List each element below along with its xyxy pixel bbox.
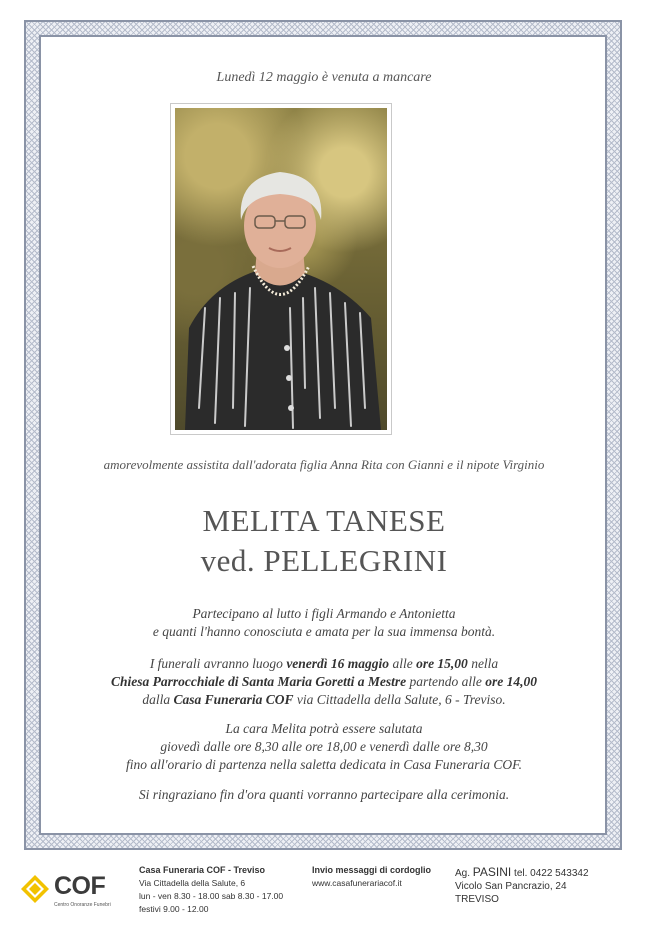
agency-name: PASINI — [472, 865, 512, 879]
funeral-home-holiday-hours: festivi 9.00 - 12.00 — [139, 904, 209, 914]
visitation-line-2: giovedì dalle ore 8,30 alle ore 18,00 e venerdì dalle ore 8,30 — [160, 739, 488, 754]
agency-address: Vicolo San Pancrazio, 24 — [455, 881, 567, 892]
funeral-home-info — [139, 864, 283, 916]
condolence-link[interactable]: www.casafunerariacof.it — [312, 878, 402, 888]
funeral-line-2 — [0, 673, 648, 691]
funeral-home-address: Via Cittadella della Salute, 6 — [139, 878, 246, 888]
visitation-line-1: La cara Melita potrà essere salutata — [225, 721, 423, 736]
agency-line — [455, 866, 589, 880]
logo-subtitle: Centro Onoranze Funebri — [54, 902, 111, 908]
funeral-date: venerdì 16 maggio — [286, 656, 390, 671]
funeral-home-hours: lun - ven 8.30 - 18.00 sab 8.30 - 17.00 — [139, 891, 284, 901]
mourners-paragraph — [0, 605, 648, 641]
portrait-illustration — [175, 108, 387, 430]
footer — [0, 858, 648, 933]
funeral-text: partendo alle — [406, 674, 486, 689]
funeral-home: Casa Funeraria COF — [173, 692, 294, 707]
funeral-text: alle — [389, 656, 417, 671]
condolence-info — [312, 864, 431, 890]
funeral-text: dalla — [142, 692, 174, 707]
thanks-text: Si ringraziano fin d'ora quanti vorranno partecipare alla cerimonia. — [138, 787, 510, 802]
assist-text: amorevolmente assistita dall'adorata figlia Anna Rita con Gianni e il nipote Virginio — [103, 457, 545, 472]
funeral-text: nella — [467, 656, 499, 671]
portrait-frame — [170, 103, 392, 435]
agency-phone: tel. 0422 543342 — [511, 868, 589, 879]
funeral-paragraph — [0, 655, 648, 709]
funeral-line-1 — [0, 655, 648, 673]
visitation-line-3: fino all'orario di partenza nella saletta dedicata in Casa Funeraria COF. — [125, 757, 522, 772]
deceased-married-name: ved. PELLEGRINI — [200, 543, 448, 578]
logo-wordmark: COF — [54, 872, 106, 900]
funeral-home-title: Casa Funeraria COF - Treviso — [139, 865, 266, 875]
agency-info — [455, 866, 589, 906]
mourners-line-2: e quanti l'hanno conosciuta e amata per la sua immensa bontà. — [152, 624, 496, 639]
funeral-church: Chiesa Parrocchiale di Santa Maria Goretti a Mestre — [110, 674, 407, 689]
condolence-title: Invio messaggi di cordoglio — [312, 865, 432, 875]
agency-prefix: Ag. — [455, 868, 473, 879]
mourners-line-1: Partecipano al lutto i figli Armando e Antonietta — [192, 606, 456, 621]
deceased-name: MELITA TANESE — [202, 503, 446, 538]
cof-logo — [20, 870, 120, 910]
funeral-text: I funerali avranno luogo — [149, 656, 287, 671]
intro-text: Lunedì 12 maggio è venuta a mancare — [216, 70, 432, 85]
funeral-line-3 — [0, 691, 648, 709]
funeral-time: ore 15,00 — [416, 656, 468, 671]
portrait-photo — [175, 108, 387, 430]
agency-city: TREVISO — [455, 894, 499, 905]
departure-time: ore 14,00 — [485, 674, 538, 689]
cof-diamond-icon — [20, 874, 50, 904]
funeral-address: via Cittadella della Salute, 6 - Treviso. — [293, 692, 506, 707]
visitation-paragraph — [0, 720, 648, 774]
